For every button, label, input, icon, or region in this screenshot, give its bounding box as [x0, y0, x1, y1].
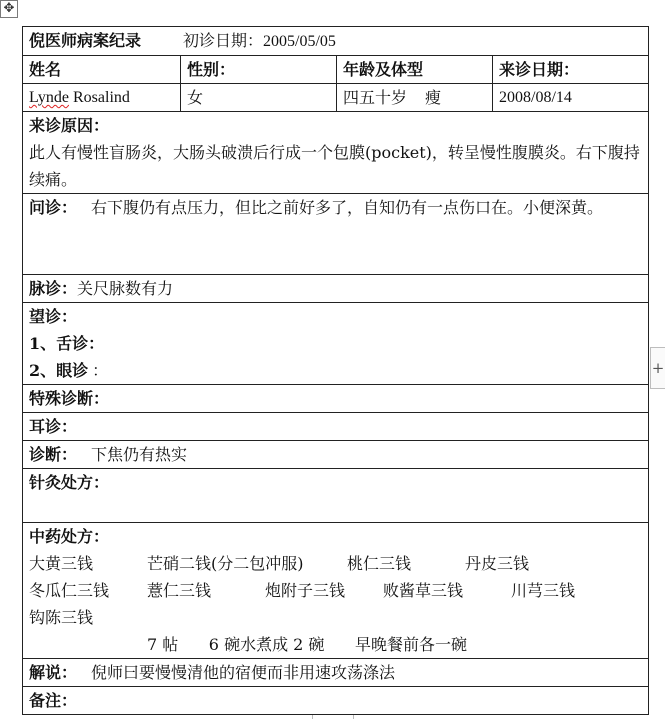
patient-visit-date[interactable]: 2008/08/14	[493, 84, 649, 112]
first-visit-date: 2005/05/05	[263, 33, 336, 50]
inspection-row	[23, 303, 649, 385]
eye-colon: ：	[92, 361, 109, 380]
herb-item: 大黄三钱	[29, 554, 94, 573]
patient-gender[interactable]: 女	[181, 84, 337, 112]
reason-text: 此人有慢性盲肠炎，大肠头破溃后行成一个包膜(pocket)，转呈慢性腹膜炎。右下腹持续痛。	[29, 143, 640, 189]
patient-row	[23, 84, 649, 112]
explanation-text: 倪师曰要慢慢清他的宿便而非用速攻荡涤法	[91, 663, 396, 682]
visit-date-header[interactable]: 来诊日期：	[493, 56, 649, 84]
dosage-timing: 早晚餐前各一碗	[354, 635, 467, 654]
herb-item: 薏仁三钱	[147, 581, 212, 600]
pulse-text: 关尺脉数有力	[77, 279, 174, 298]
ear-label[interactable]: 耳诊：	[23, 413, 649, 441]
tongue-label: 1、舌诊：	[29, 334, 105, 353]
patient-first-name: Lynde	[29, 89, 69, 106]
table-move-handle-icon[interactable]: ✥	[0, 0, 18, 18]
dosage-line	[29, 631, 642, 658]
herb-item: 冬瓜仁三钱	[29, 581, 110, 600]
patient-body-type: 瘦	[425, 88, 442, 107]
diagnosis-row	[23, 441, 649, 469]
herb-item: 败酱草三钱	[383, 581, 464, 600]
first-visit-label: 初诊日期：	[183, 31, 264, 50]
herb-row-2	[29, 577, 642, 604]
herb-row-1	[29, 550, 642, 577]
inquiry-label: 问诊：	[29, 198, 78, 217]
inquiry-row	[23, 194, 649, 275]
patient-name-cell[interactable]	[23, 84, 181, 112]
reason-cell[interactable]	[23, 112, 649, 194]
herb-item: 川芎三钱	[511, 581, 576, 600]
inquiry-text: 右下腹仍有点压力，但比之前好多了，自知仍有一点伤口在。小便深黄。	[91, 198, 604, 217]
title-cell[interactable]	[23, 27, 649, 56]
inspection-label: 望诊：	[29, 307, 78, 326]
patient-last-name: Rosalind	[69, 89, 130, 106]
herbal-label: 中药处方：	[29, 527, 110, 546]
notes-row	[23, 687, 649, 715]
patient-age: 四五十岁	[343, 88, 408, 107]
ear-row	[23, 413, 649, 441]
eye-label: 2、眼诊	[29, 361, 89, 380]
record-title: 倪医师病案纪录	[29, 31, 142, 50]
gender-header[interactable]: 性别：	[181, 56, 337, 84]
herbal-row	[23, 523, 649, 659]
reason-row	[23, 112, 649, 194]
inquiry-cell[interactable]	[23, 194, 649, 275]
herb-item: 芒硝二钱(分二包冲服)	[147, 554, 304, 573]
special-diagnosis-label[interactable]: 特殊诊断：	[23, 385, 649, 413]
herb-item: 桃仁三钱	[347, 554, 412, 573]
patient-age-body-cell[interactable]	[337, 84, 493, 112]
name-header[interactable]: 姓名	[23, 56, 181, 84]
explanation-row	[23, 659, 649, 687]
pulse-label: 脉诊：	[29, 279, 78, 298]
explanation-label: 解说：	[29, 663, 78, 682]
herbal-cell[interactable]	[23, 523, 649, 659]
pulse-cell[interactable]	[23, 275, 649, 303]
medical-record-table	[22, 26, 649, 715]
acupuncture-row	[23, 469, 649, 523]
herb-item: 炮附子三钱	[265, 581, 346, 600]
add-column-plus-icon[interactable]: +	[650, 347, 665, 389]
header-row	[23, 56, 649, 84]
diagnosis-text: 下焦仍有热实	[91, 445, 188, 464]
dosage-water: 6 碗水煮成 2 碗	[208, 635, 325, 654]
herb-row-3	[29, 604, 642, 631]
diagnosis-cell[interactable]	[23, 441, 649, 469]
reason-label: 来诊原因：	[29, 116, 110, 135]
herb-item: 钩陈三钱	[29, 608, 94, 627]
inspection-cell[interactable]	[23, 303, 649, 385]
dosage-packs: 7 帖	[147, 635, 179, 654]
title-row	[23, 27, 649, 56]
age-body-header[interactable]: 年龄及体型	[337, 56, 493, 84]
notes-label[interactable]: 备注：	[23, 687, 649, 715]
diagnosis-label: 诊断：	[29, 445, 78, 464]
explanation-cell[interactable]	[23, 659, 649, 687]
pulse-row	[23, 275, 649, 303]
special-row	[23, 385, 649, 413]
acupuncture-label[interactable]: 针灸处方：	[23, 469, 649, 523]
herb-item: 丹皮三钱	[465, 554, 530, 573]
